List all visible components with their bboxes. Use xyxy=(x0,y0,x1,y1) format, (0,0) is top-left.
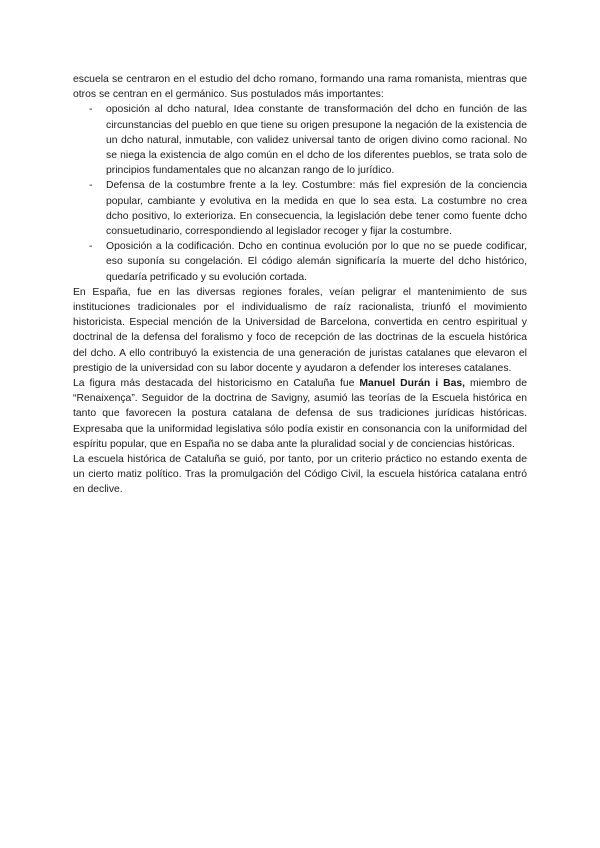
escuela-catalana-paragraph: La escuela histórica de Cataluña se guió, por tanto, por un criterio práctico no estando exenta de un cierto matiz político. Tras la promulgación del Código Civil, la escuela histórica catalana entró en declive. xyxy=(73,454,527,496)
list-item xyxy=(73,239,527,285)
list-item xyxy=(73,178,527,239)
bullet-dash: - xyxy=(89,241,93,253)
list-item xyxy=(73,102,527,178)
intro-paragraph: escuela se centraron en el estudio del dcho romano, formando una rama romanista, mientras que otros se centran en el germánico. Sus postulados más importantes: xyxy=(73,74,527,101)
highlighted-name: Manuel Durán i Bas, xyxy=(359,378,466,390)
bullet-dash: - xyxy=(89,104,93,116)
figura-paragraph xyxy=(73,376,527,452)
espana-paragraph: En España, fue en las diversas regiones forales, veían peligrar el mantenimiento de sus instituciones tradicionales por el individualismo de raíz racionalista, triunfó el movimiento historicista. Especial mención de la Universidad de Barcelona, convertida en centro espiritual y doctrinal de la defensa del foralismo y foco de recepción de las doctrinas de la escuela histórica del dcho. A ello contribuyó la existencia de una generación de juristas catalanes que elevaron el prestigio de la universidad con su labor docente y ayudaron a defender los intereses catalanes. xyxy=(73,286,527,374)
list-item-text: Defensa de la costumbre frente a la ley. Costumbre: más fiel expresión de la conciencia popular, cambiante y evolutiva en la medida en que lo sea esta. La costumbre no crea dcho positivo, lo exterioriza. En consecuencia, la legislación debe tener como fuente dcho consuetudinario, correspondiendo al legislador recoger y fijar la costumbre. xyxy=(106,180,527,238)
list-item-text: oposición al dcho natural, Idea constante de transformación del dcho en función de las circunstancias del pueblo en que tiene su origen presupone la negación de la existencia de un dcho natural, inmutable, con validez universal tanto de origen divino como racional. No se niega la existencia de algo común en el dcho de los diferentes pueblos, se trata solo de principios fundamentales que no alcanzan rango de lo jurídico. xyxy=(106,104,527,177)
document-page xyxy=(73,72,527,498)
postulates-list xyxy=(73,102,527,284)
list-item-text: Oposición a la codificación. Dcho en continua evolución por lo que no se puede codificar, eso suponía su congelación. El código alemán significaría la muerte del dcho histórico, quedaría petrificado y su evolución cortada. xyxy=(106,241,527,283)
bullet-dash: - xyxy=(89,180,93,192)
figura-text-after: miembro de “Renaixença”. Seguidor de la doctrina de Savigny, asumió las teorías de la Escuela histórica en tanto que favorecen la postura catalana de defensa de sus tradiciones jurídicas históricas. Expresaba que la uniformidad legislativa sólo podía existir en consonancia con la uniformidad del espíritu popular, que en España no se daba ante la pluralidad social y de conciencias históricas. xyxy=(73,378,527,450)
figura-text-before: La figura más destacada del historicismo en Cataluña fue xyxy=(73,378,360,390)
